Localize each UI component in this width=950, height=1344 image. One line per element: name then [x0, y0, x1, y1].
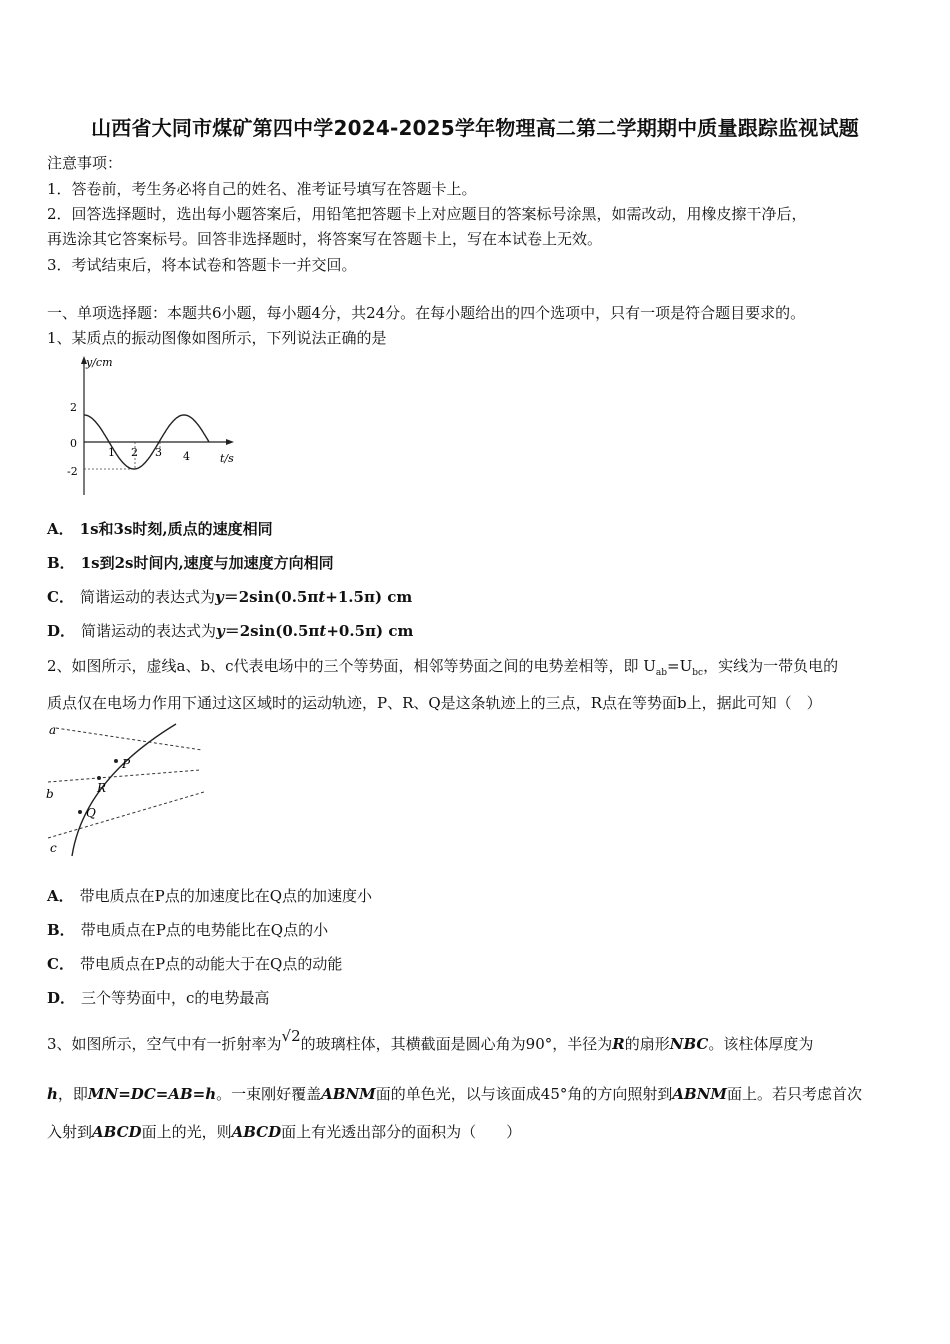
- equipotential-c: [48, 792, 204, 838]
- option-key: D．: [47, 989, 76, 1007]
- q1-vibration-graph: [62, 352, 242, 500]
- question-3-line1: 3、如图所示，空气中有一折射率为√2的玻璃柱体，其横截面是圆心角为90°，半径为R的扇形NBC。该柱体厚度为: [47, 1027, 814, 1053]
- option-key: A．: [47, 887, 74, 905]
- t-tick-label: 1: [108, 446, 115, 459]
- question-3-line2: h，即MN=DC=AB=h。一束刚好覆盖ABNM面的单色光，以与该面成45°角的方向照射到ABNM面上。若只考虑首次: [47, 1085, 863, 1103]
- point-r: [97, 776, 101, 780]
- equipotential-b: [48, 770, 200, 782]
- q1-option-d: D． 简谐运动的表达式为y＝2sin(0.5πt+0.5π) cm: [47, 622, 414, 640]
- q2-option-d: [47, 987, 269, 1008]
- t-tick-label: 2: [131, 446, 138, 459]
- t-axis-label: t/s: [220, 452, 234, 465]
- notice-item: 3．考试结束后，将本试卷和答题卡一并交回。: [47, 256, 357, 274]
- option-text: 带电质点在P点的动能大于在Q点的动能: [79, 955, 343, 973]
- sqrt-2: √2: [281, 1027, 301, 1045]
- q2-option-a: [47, 885, 372, 906]
- y-tick-label: -2: [67, 465, 78, 478]
- q1-option-a: [47, 518, 273, 539]
- option-key: C．: [47, 588, 74, 606]
- option-text: 简谐运动的表达式为: [79, 588, 215, 606]
- option-text: 带电质点在P点的电势能比在Q点的小: [80, 921, 329, 939]
- notice-item: 1．答卷前，考生务必将自己的姓名、准考证号填写在答题卡上。: [47, 180, 477, 198]
- question-2-stem-line2: 质点仅在电场力作用下通过这区域时的运动轨迹，P、R、Q是这条轨迹上的三点，R点在等势面b上，据此可知（ ）: [47, 694, 822, 712]
- y-axis-label: y/cm: [86, 356, 113, 369]
- q1-option-c: C． 简谐运动的表达式为y＝2sin(0.5πt+1.5π) cm: [47, 588, 413, 606]
- q2-option-b: [47, 919, 328, 940]
- label-a: a: [49, 723, 57, 737]
- option-key: B．: [47, 554, 75, 572]
- question-2-stem-line1: 2、如图所示，虚线a、b、c代表电场中的三个等势面，相邻等势面之间的电势差相等，即 $U_{ab}=U_{bc}$，实线为一带负电的: [47, 657, 839, 678]
- option-key: A．: [47, 520, 74, 538]
- question-3-line3: 入射到ABCD面上的光，则ABCD面上有光透出部分的面积为（ ）: [47, 1123, 522, 1141]
- label-p: P: [122, 757, 131, 771]
- y-tick-label: 2: [70, 401, 77, 414]
- option-text: 三个等势面中，c的电势最高: [81, 989, 270, 1007]
- t-tick-label: 4: [183, 450, 190, 463]
- t-tick-label: 3: [155, 446, 162, 459]
- section-heading: 一、单项选择题：本题共6小题，每小题4分，共24分。在每小题给出的四个选项中，只有一项是符合题目要求的。: [47, 304, 806, 322]
- notice-item: 再选涂其它答案标号。回答非选择题时，将答案写在答题卡上，写在本试卷上无效。: [47, 230, 603, 248]
- page-title: 山西省大同市煤矿第四中学2024-2025学年物理高二第二学期期中质量跟踪监视试题: [91, 116, 859, 140]
- question-1-stem: 1、某质点的振动图像如图所示，下列说法正确的是: [47, 329, 387, 347]
- q2-option-c: [47, 953, 342, 974]
- t-axis-arrow: [226, 439, 234, 445]
- option-text: 1s到2s时间内,速度与加速度方向相同: [80, 554, 334, 572]
- point-p: [114, 759, 118, 763]
- option-key: C．: [47, 955, 74, 973]
- option-text: 简谐运动的表达式为: [81, 622, 217, 640]
- point-q: [78, 810, 82, 814]
- label-b: b: [46, 787, 54, 801]
- option-key: D．: [47, 622, 76, 640]
- notice-item: 2．回答选择题时，选出每小题答案后，用铅笔把答题卡上对应题目的答案标号涂黑，如需改动，用橡皮擦干净后，: [47, 205, 807, 223]
- label-c: c: [50, 841, 57, 855]
- option-text: 带电质点在P点的加速度比在Q点的加速度小: [79, 887, 373, 905]
- notice-heading: 注意事项：: [47, 154, 123, 172]
- label-r: R: [97, 781, 107, 795]
- q2-equipotential-figure: [44, 720, 209, 858]
- label-q: Q: [86, 806, 96, 820]
- y-tick-label: 0: [70, 437, 77, 450]
- option-key: B．: [47, 921, 75, 939]
- option-text: 1s和3s时刻,质点的速度相同: [79, 520, 273, 538]
- equipotential-a: [56, 728, 202, 750]
- q1-option-b: [47, 552, 334, 573]
